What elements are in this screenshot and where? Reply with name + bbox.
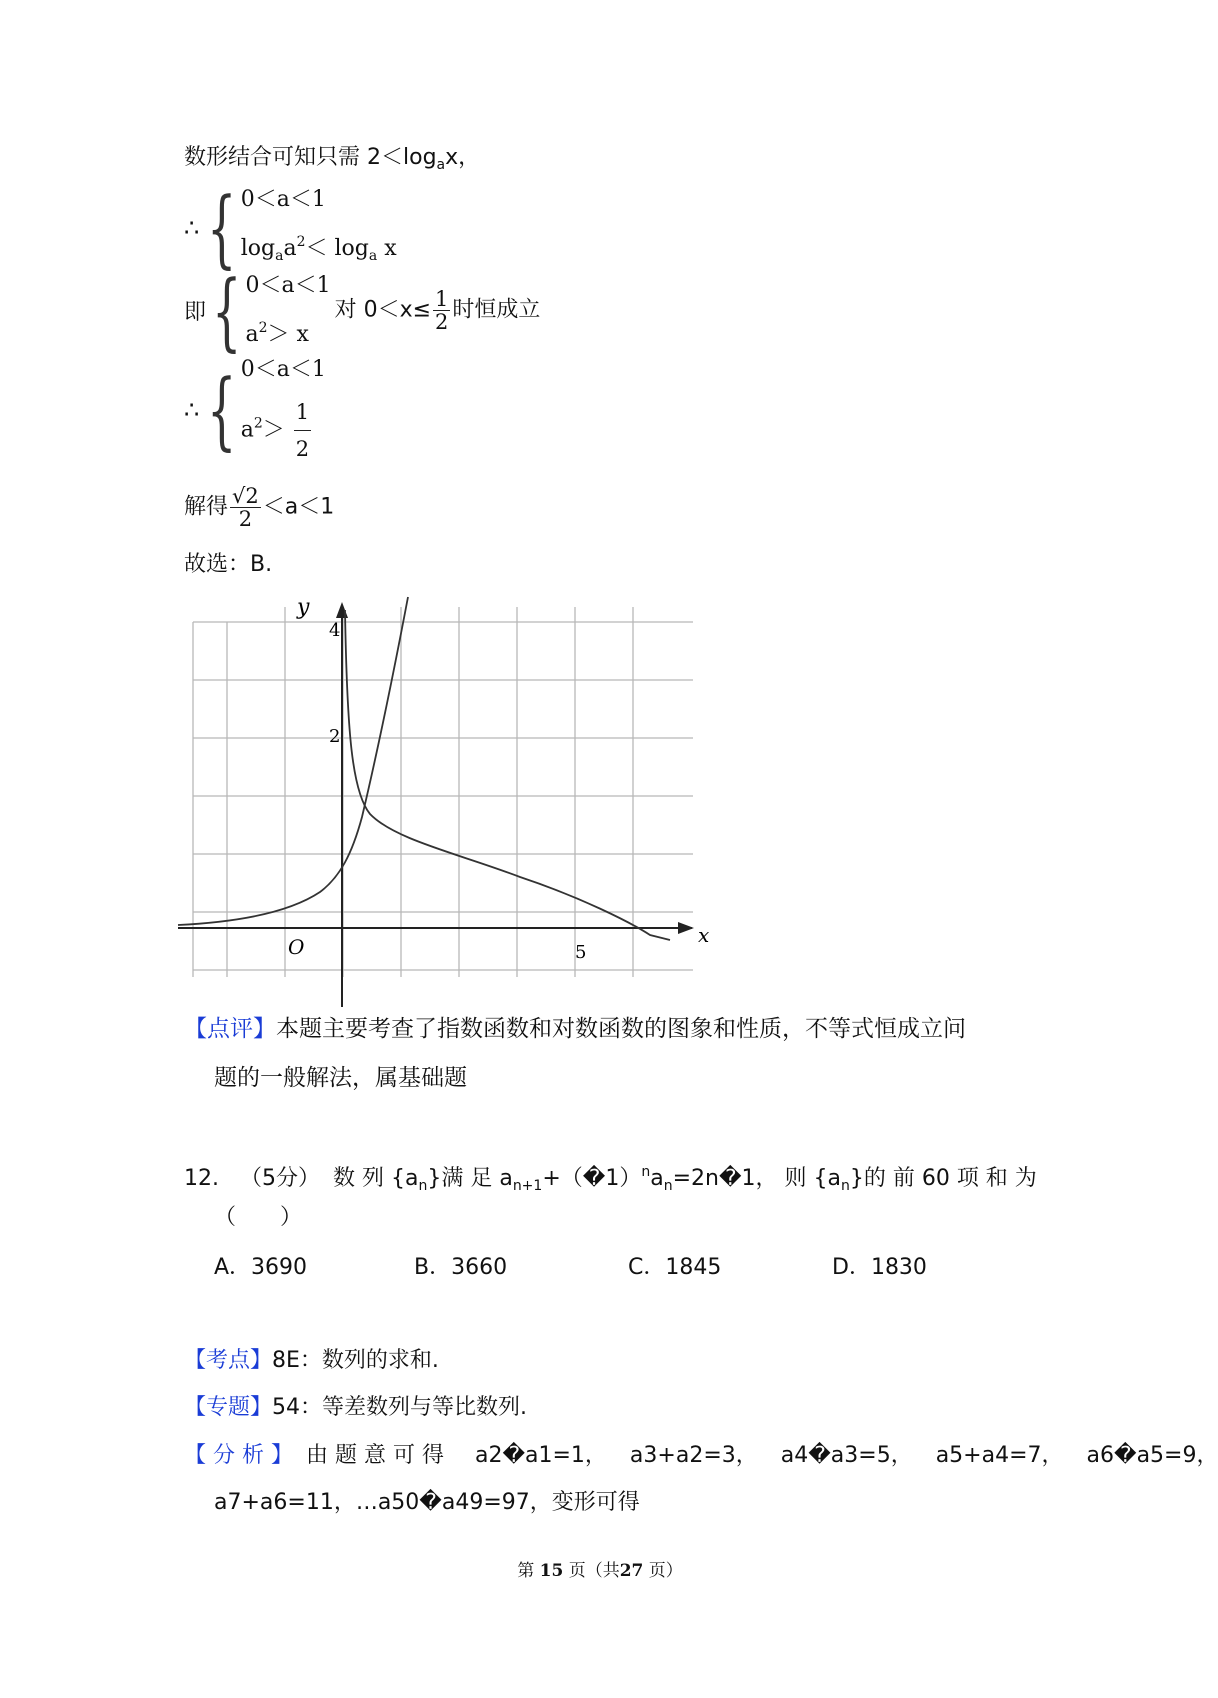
text: 数 列 {a [333, 1166, 419, 1191]
fenxi-item: a3+a2=3， [629, 1443, 758, 1468]
text: ＞ [262, 417, 285, 443]
x-axis-arrow-icon [678, 922, 694, 934]
fraction [294, 394, 311, 467]
footer-text: 页（共 [568, 1561, 620, 1581]
grid [193, 607, 693, 977]
superscript: 2 [296, 234, 306, 250]
case-row [241, 224, 397, 274]
solution-line-1 [184, 143, 480, 180]
subscript: n [418, 1178, 428, 1194]
kaodian-line [184, 1346, 439, 1376]
y-tick-4: 4 [329, 620, 341, 641]
condition [335, 288, 541, 333]
y-tick-2: 2 [329, 726, 341, 747]
cases [241, 352, 326, 467]
option-b: B．3660 [414, 1255, 508, 1280]
exponential-curve [178, 597, 408, 925]
fraction [230, 485, 261, 530]
option-a: A．3690 [214, 1255, 308, 1280]
logarithmic-curve [345, 610, 670, 940]
text: ＜ log [305, 236, 369, 261]
comment-text: 本题主要考查了指数函数和对数函数的图象和性质，不等式恒成立问 [276, 1016, 966, 1042]
text: =2n [672, 1166, 719, 1191]
y-axis-arrow-icon [336, 602, 348, 618]
page-footer [0, 1556, 1200, 1581]
function-graph [180, 592, 710, 1002]
x-axis-label: x [698, 923, 710, 947]
subscript: n [840, 1178, 850, 1194]
text: 对 0＜x≤ [334, 297, 432, 323]
fenxi-item: a6�a5=9， [1086, 1443, 1218, 1468]
text: x， [445, 145, 481, 170]
system-1 [184, 179, 397, 277]
fraction [433, 288, 450, 333]
system-3 [184, 352, 326, 467]
cases [241, 182, 397, 274]
text: log [240, 236, 276, 261]
footer-text: 第 [517, 1561, 535, 1581]
subscript: n [663, 1178, 673, 1194]
text: 时恒成立 [452, 297, 541, 323]
case-row: 0＜a＜1 [240, 357, 326, 382]
case-row [241, 394, 326, 467]
superscript: n [641, 1164, 651, 1180]
question-answer-paren: （ ） [214, 1205, 303, 1230]
zhuanti-text: 54：等差数列与等比数列. [272, 1395, 528, 1420]
denominator: 2 [238, 507, 253, 531]
fenxi-tag: 【 分 析 】 [184, 1443, 293, 1468]
denominator: 2 [435, 310, 449, 334]
comment-line-2: 题的一般解法，属基础题 [214, 1065, 467, 1091]
zhuanti-tag: 【专题】 [184, 1395, 273, 1420]
text: 解得 [184, 494, 229, 520]
subscript: n+1 [512, 1178, 543, 1194]
question-line-1 [184, 1157, 1037, 1201]
numerator: √2 [232, 484, 259, 508]
superscript: 2 [253, 415, 263, 432]
numerator: 1 [294, 394, 311, 431]
question-number: 12. [184, 1166, 219, 1191]
fenxi-text: 由 题 意 可 得 [305, 1443, 444, 1468]
left-brace: { [207, 360, 237, 459]
text: 数形结合可知只需 2＜log [184, 145, 437, 170]
origin-label: O [288, 935, 305, 959]
text: 1， 则 {a [741, 1166, 841, 1191]
therefore-symbol: ∴ [184, 395, 200, 424]
question-score: （5分） [240, 1166, 320, 1191]
fenxi-line-2: a7+a6=11，…a50�a49=97，变形可得 [214, 1490, 640, 1515]
text: x [384, 236, 397, 261]
text: }的 前 60 项 和 为 [849, 1166, 1037, 1191]
glyph: � [718, 1166, 742, 1191]
left-brace: { [207, 179, 237, 277]
case-row: 0＜a＜1 [240, 187, 326, 212]
subscript: a [368, 248, 378, 264]
answer-line: 故选：B. [184, 552, 273, 577]
comment-tag: 【点评】 [184, 1016, 276, 1042]
numerator: 1 [435, 287, 449, 311]
left-brace: { [212, 261, 242, 360]
option-c: C．1845 [628, 1255, 722, 1280]
text: 1） [605, 1166, 642, 1191]
solution-result [184, 485, 334, 530]
kaodian-tag: 【考点】 [184, 1348, 273, 1373]
therefore-symbol: ∴ [184, 214, 200, 242]
superscript: 2 [258, 320, 268, 336]
text: a [650, 1166, 664, 1191]
y-axis-label: y [297, 595, 310, 620]
fenxi-item: a2�a1=1， [474, 1443, 607, 1468]
x-tick-5: 5 [575, 942, 587, 963]
fenxi-item: a4�a3=5， [780, 1443, 913, 1468]
text: ＞ x [267, 322, 309, 347]
kaodian-text: 8E：数列的求和. [272, 1348, 439, 1373]
glyph: � [582, 1166, 606, 1191]
fenxi-line-1 [184, 1441, 1218, 1471]
text: a [283, 236, 297, 261]
cases [245, 268, 330, 353]
text: a [245, 322, 259, 347]
case-row: 0＜a＜1 [245, 273, 331, 298]
footer-text: 页） [648, 1561, 683, 1581]
page-number: 15 [539, 1561, 564, 1581]
zhuanti-line [184, 1393, 527, 1423]
text: a [240, 417, 254, 443]
subscript: a [436, 157, 446, 173]
text: ＜a＜1 [262, 494, 335, 520]
system-2 [184, 261, 541, 360]
text: +（ [542, 1166, 583, 1191]
denominator: 2 [295, 437, 310, 461]
fenxi-item: a5+a4=7， [935, 1443, 1064, 1468]
page-total: 27 [619, 1561, 644, 1581]
option-d: D．1830 [832, 1255, 927, 1280]
case-row [245, 310, 330, 353]
subscript: a [275, 248, 284, 264]
comment-line-1 [184, 1014, 966, 1044]
ji-label: 即 [184, 300, 207, 325]
text: }满 足 a [427, 1166, 513, 1191]
